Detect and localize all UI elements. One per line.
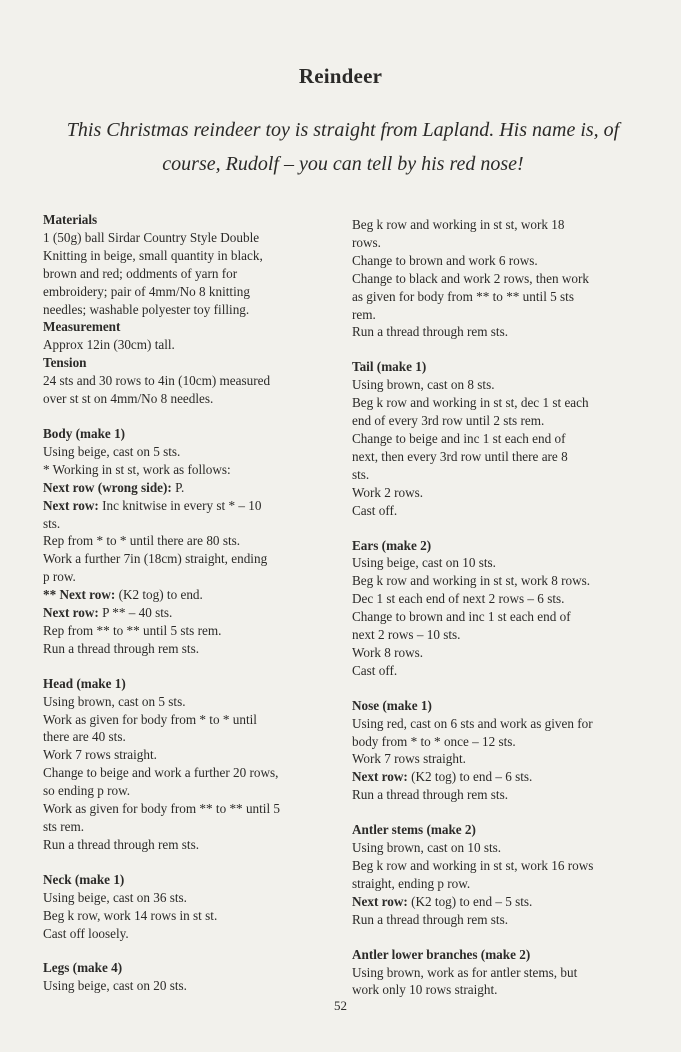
text-line: Cast off loosely. bbox=[43, 925, 129, 941]
instruction-line bbox=[43, 586, 328, 604]
text-line: Beg k row, work 14 rows in st st. bbox=[43, 907, 218, 923]
section-gap bbox=[352, 341, 648, 358]
text-line: Work 7 rows straight. bbox=[352, 751, 466, 767]
section-gap bbox=[352, 680, 648, 697]
text-line: Rep from * to * until there are 80 sts. bbox=[43, 533, 241, 549]
instruction-line bbox=[43, 479, 328, 497]
bold-label: Tail (make 1) bbox=[352, 359, 427, 375]
text-line: work only 10 rows straight. bbox=[352, 982, 498, 998]
intro-line-2: course, Rudolf – you can tell by his red nose! bbox=[162, 153, 524, 175]
line-text: Inc knitwise in every st * – 10 bbox=[102, 497, 262, 513]
text-line: Work 2 rows. bbox=[352, 484, 424, 500]
text-line: there are 40 sts. bbox=[43, 729, 126, 745]
left-column bbox=[43, 211, 328, 995]
text-line: 1 (50g) ball Sirdar Country Style Double bbox=[43, 229, 260, 245]
bold-label: Next row (wrong side): bbox=[43, 479, 176, 495]
section-heading bbox=[352, 358, 648, 376]
text-line: brown and red; oddments of yarn for bbox=[43, 265, 238, 281]
text-line: Change to beige and inc 1 st each end of bbox=[352, 430, 566, 446]
text-line: Run a thread through rem sts. bbox=[43, 836, 200, 852]
instruction-line bbox=[43, 604, 328, 622]
bold-label: Measurement bbox=[43, 319, 121, 335]
text-line: as given for body from ** to ** until 5 sts bbox=[352, 288, 574, 304]
text-line: Rep from ** to ** until 5 sts rem. bbox=[43, 622, 222, 638]
instruction-line bbox=[43, 497, 328, 515]
right-column bbox=[352, 216, 648, 999]
bold-label: Next row: bbox=[352, 769, 412, 785]
section-gap bbox=[43, 408, 328, 425]
section-gap bbox=[352, 520, 648, 537]
text-line: Work as given for body from ** to ** until 5 bbox=[43, 801, 281, 817]
text-line: next, then every 3rd row until there are 8 bbox=[352, 448, 568, 464]
bold-label: Next row: bbox=[352, 893, 412, 909]
text-line: sts. bbox=[352, 466, 370, 482]
line-text: P. bbox=[175, 479, 185, 495]
section-heading bbox=[43, 959, 328, 977]
text-line: Cast off. bbox=[352, 662, 398, 678]
bold-label: Materials bbox=[43, 212, 98, 227]
text-line: Work 7 rows straight. bbox=[43, 747, 157, 763]
bold-label: Legs (make 4) bbox=[43, 960, 123, 976]
section-heading bbox=[43, 354, 328, 372]
text-line: Using beige, cast on 20 sts. bbox=[43, 978, 187, 994]
page-title: Reindeer bbox=[298, 64, 383, 88]
intro-text bbox=[48, 113, 638, 181]
text-line: Run a thread through rem sts. bbox=[352, 911, 509, 927]
bold-label: Nose (make 1) bbox=[352, 697, 432, 713]
line-text: (K2 tog) to end – 5 sts. bbox=[411, 893, 533, 909]
text-line: Beg k row and working in st st, work 16 rows bbox=[352, 858, 594, 873]
page-number: 52 bbox=[334, 998, 347, 1013]
text-line: Change to brown and inc 1 st each end of bbox=[352, 609, 571, 625]
text-line: Using beige, cast on 36 sts. bbox=[43, 889, 187, 905]
text-line: end of every 3rd row until 2 sts rem. bbox=[352, 413, 545, 429]
section-heading bbox=[43, 318, 328, 336]
section-heading bbox=[352, 537, 648, 555]
text-line: Dec 1 st each end of next 2 rows – 6 sts. bbox=[352, 591, 565, 607]
text-line: Run a thread through rem sts. bbox=[352, 787, 509, 803]
text-line: so ending p row. bbox=[43, 783, 131, 799]
bold-label: Head (make 1) bbox=[43, 675, 126, 691]
section-heading bbox=[43, 211, 328, 229]
text-line: Change to beige and work a further 20 rows, bbox=[43, 765, 279, 781]
text-line: rem. bbox=[352, 306, 376, 322]
text-line: Change to brown and work 6 rows. bbox=[352, 252, 538, 268]
text-line: over st st on 4mm/No 8 needles. bbox=[43, 391, 214, 407]
text-line: p row. bbox=[43, 569, 76, 585]
text-line: sts. bbox=[43, 515, 61, 531]
text-line: Run a thread through rem sts. bbox=[43, 640, 200, 656]
text-line: Change to black and work 2 rows, then work bbox=[352, 270, 589, 286]
bold-label: Ears (make 2) bbox=[352, 537, 432, 553]
text-line: * Working in st st, work as follows: bbox=[43, 461, 231, 477]
text-line: embroidery; pair of 4mm/No 8 knitting bbox=[43, 283, 250, 299]
bold-label: ** Next row: bbox=[43, 587, 119, 603]
text-line: Beg k row and working in st st, dec 1 st each bbox=[352, 395, 589, 411]
text-line: Using beige, cast on 5 sts. bbox=[43, 443, 181, 459]
text-line: Beg k row and working in st st, work 8 rows. bbox=[352, 573, 591, 589]
text-line: Knitting in beige, small quantity in black, bbox=[43, 247, 263, 263]
intro-line-1: This Christmas reindeer toy is straight from Lapland. His name is, of bbox=[66, 119, 620, 141]
text-line: 24 sts and 30 rows to 4in (10cm) measured bbox=[43, 373, 271, 389]
section-heading bbox=[352, 697, 648, 715]
section-heading bbox=[352, 946, 648, 964]
text-line: body from * to * once – 12 sts. bbox=[352, 733, 516, 749]
section-gap bbox=[43, 942, 328, 959]
text-line: needles; washable polyester toy filling. bbox=[43, 301, 250, 317]
line-text: (K2 tog) to end – 6 sts. bbox=[411, 769, 533, 785]
text-line: Approx 12in (30cm) tall. bbox=[43, 337, 175, 353]
section-heading bbox=[43, 425, 328, 443]
text-line: Using brown, cast on 10 sts. bbox=[352, 840, 502, 856]
text-line: Using brown, cast on 8 sts. bbox=[352, 377, 495, 393]
text-line: Work as given for body from * to * until bbox=[43, 711, 257, 727]
text-line: next 2 rows – 10 sts. bbox=[352, 627, 461, 643]
text-line: Run a thread through rem sts. bbox=[352, 324, 509, 340]
text-line: Using beige, cast on 10 sts. bbox=[352, 555, 496, 571]
section-gap bbox=[43, 854, 328, 871]
bold-label: Neck (make 1) bbox=[43, 871, 125, 887]
bold-label: Next row: bbox=[43, 605, 103, 621]
text-line: Using brown, cast on 5 sts. bbox=[43, 693, 186, 709]
text-line: straight, ending p row. bbox=[352, 875, 471, 891]
section-gap bbox=[43, 658, 328, 675]
line-text: (K2 tog) to end. bbox=[118, 587, 203, 603]
text-line: Work a further 7in (18cm) straight, ending bbox=[43, 551, 268, 567]
line-text: P ** – 40 sts. bbox=[102, 605, 173, 621]
instruction-line bbox=[352, 768, 648, 786]
section-gap bbox=[352, 929, 648, 946]
text-line: Using brown, work as for antler stems, but bbox=[352, 964, 578, 980]
section-gap bbox=[352, 804, 648, 821]
text-line: Work 8 rows. bbox=[352, 644, 424, 660]
text-line: Cast off. bbox=[352, 502, 398, 518]
section-heading bbox=[43, 871, 328, 889]
bold-label: Tension bbox=[43, 355, 87, 371]
section-heading bbox=[352, 821, 648, 839]
text-line: Beg k row and working in st st, work 18 bbox=[352, 217, 565, 232]
bold-label: Antler stems (make 2) bbox=[352, 822, 476, 838]
text-line: Using red, cast on 6 sts and work as given for bbox=[352, 715, 593, 731]
text-line: sts rem. bbox=[43, 819, 85, 834]
bold-label: Body (make 1) bbox=[43, 425, 126, 441]
bold-label: Antler lower branches (make 2) bbox=[352, 946, 531, 962]
bold-label: Next row: bbox=[43, 497, 103, 513]
text-line: rows. bbox=[352, 234, 381, 250]
instruction-line bbox=[352, 893, 648, 911]
section-heading bbox=[43, 675, 328, 693]
